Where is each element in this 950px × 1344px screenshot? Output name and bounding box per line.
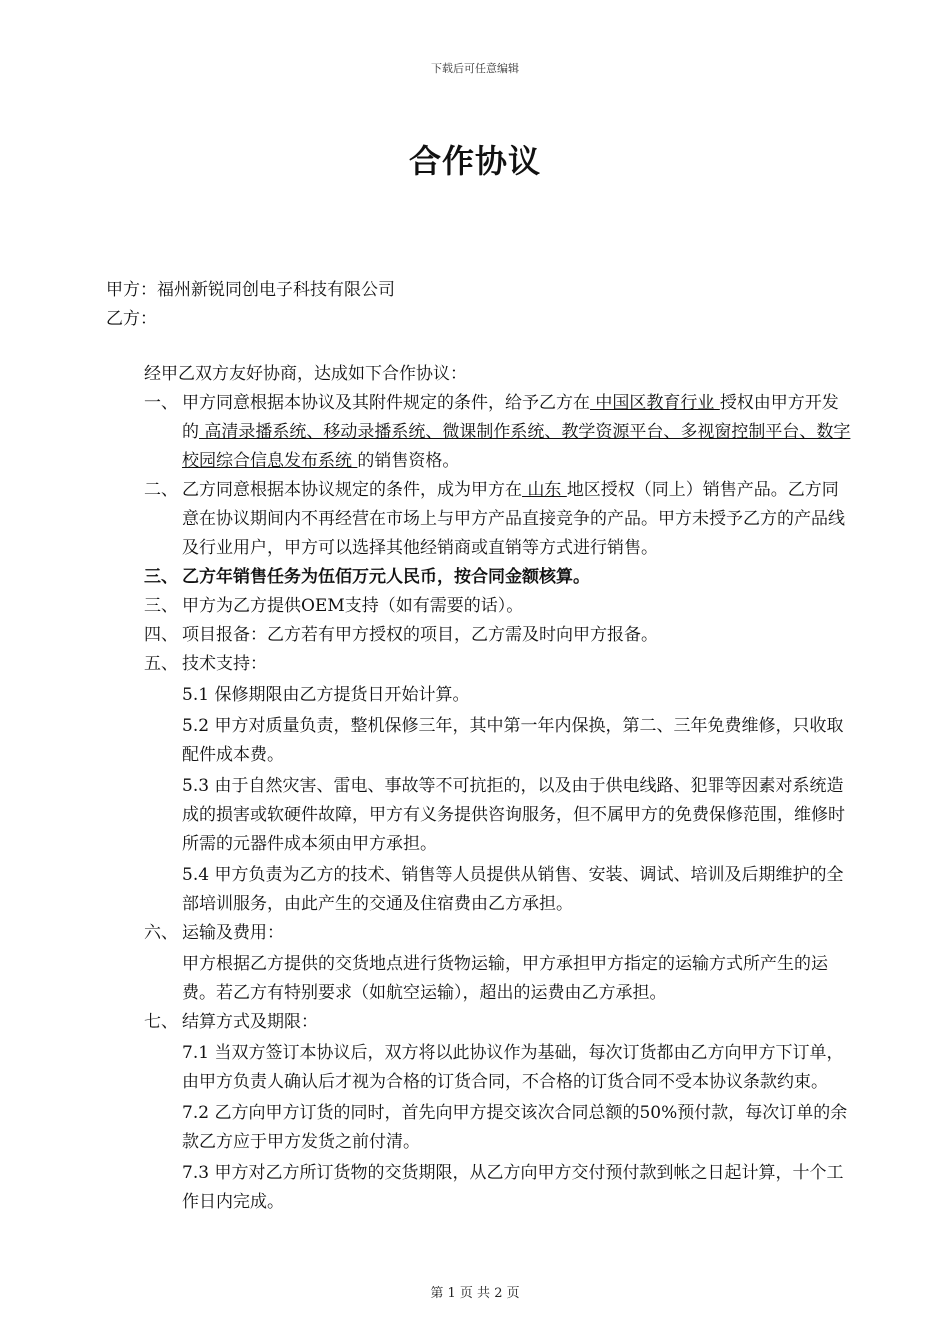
clause-6 <box>106 919 851 948</box>
intro-paragraph: 经甲乙双方友好协商，达成如下合作协议： <box>144 364 467 384</box>
clause-number: 六、 <box>144 923 178 943</box>
sub-clause-5-3: 5.3 由于自然灾害、雷电、事故等不可抗拒的，以及由于供电线路、犯罪等因素对系统造成的损害或软硬件故障，甲方有义务提供咨询服务，但不属甲方的免费保修范围，维修时所需的元器件成本须由甲方承担。 <box>182 776 845 854</box>
clause-3-sales-target <box>106 563 851 592</box>
party-a: 甲方：福州新锐同创电子科技有限公司 <box>106 280 395 300</box>
clause-text: 的销售资格。 <box>357 451 460 471</box>
clause-number: 四、 <box>144 625 178 645</box>
clause-text: 授权由甲方开发的 <box>182 393 839 442</box>
clause-number: 三、 <box>144 596 178 616</box>
sub-clause-7-1: 7.1 当双方签订本协议后，双方将以此协议作为基础，每次订货都由乙方向甲方下订单，由甲方负责人确认后才视为合格的订货合同，不合格的订货合同不受本协议条款约束。 <box>182 1043 844 1092</box>
clause-number: 一、 <box>144 393 178 413</box>
clause-heading: 运输及费用： <box>182 923 284 943</box>
clause-3-oem <box>106 592 851 621</box>
clause-5 <box>106 650 851 679</box>
header-note: 下载后可任意编辑 <box>431 62 519 75</box>
sub-clause-7-2: 7.2 乙方向甲方订货的同时，首先向甲方提交该次合同总额的50%预付款，每次订单的余款乙方应于甲方发货之前付清。 <box>182 1103 848 1152</box>
clause-text: 甲方为乙方提供OEM支持（如有需要的话）。 <box>182 596 524 616</box>
underlined-field: 中国区教育行业 <box>590 393 720 413</box>
clause-number: 五、 <box>144 654 178 674</box>
clause-text: 乙方年销售任务为伍佰万元人民币，按合同金额核算。 <box>182 567 590 587</box>
clause-6-body: 甲方根据乙方提供的交货地点进行货物运输，甲方承担甲方指定的运输方式所产生的运费。若乙方有特别要求（如航空运输），超出的运费由乙方承担。 <box>182 954 828 1003</box>
clause-text: 地区授权（同上）销售产品。乙方同意在协议期间内不再经营在市场上与甲方产品直接竞争的产品。甲方未授予乙方的产品线及行业用户，甲方可以选择其他经销商或直销等方式进行销售。 <box>182 480 845 558</box>
document-body <box>106 276 851 1217</box>
document-title: 合作协议 <box>408 142 541 180</box>
party-b: 乙方： <box>106 309 157 329</box>
clause-text: 乙方同意根据本协议规定的条件，成为甲方在 <box>182 480 522 500</box>
sub-clause-7-3: 7.3 甲方对乙方所订货物的交货期限，从乙方向甲方交付预付款到帐之日起计算，十个工作日内完成。 <box>182 1163 844 1212</box>
clause-text: 甲方同意根据本协议及其附件规定的条件，给予乙方在 <box>182 393 590 413</box>
clause-number: 三、 <box>144 567 178 587</box>
underlined-field: 山东 <box>522 480 567 500</box>
sub-clause-5-2: 5.2 甲方对质量负责，整机保修三年，其中第一年内保换，第二、三年免费维修，只收取配件成本费。 <box>182 716 844 765</box>
underlined-field: 高清录播系统、移动录播系统、微课制作系统、教学资源平台、多视窗控制平台、数字校园综合信息发布系统 <box>182 422 851 471</box>
clause-2 <box>106 476 851 563</box>
page-footer: 第 1 页 共 2 页 <box>430 1286 520 1301</box>
clause-4 <box>106 621 851 650</box>
sub-clause-5-1: 5.1 保修期限由乙方提货日开始计算。 <box>182 685 470 705</box>
clause-number: 七、 <box>144 1012 178 1032</box>
clause-number: 二、 <box>144 480 178 500</box>
clause-7 <box>106 1008 851 1037</box>
clause-text: 项目报备：乙方若有甲方授权的项目，乙方需及时向甲方报备。 <box>182 625 658 645</box>
clause-1 <box>106 389 851 476</box>
clause-heading: 技术支持： <box>182 654 267 674</box>
sub-clause-5-4: 5.4 甲方负责为乙方的技术、销售等人员提供从销售、安装、调试、培训及后期维护的全部培训服务，由此产生的交通及住宿费由乙方承担。 <box>182 865 844 914</box>
clause-heading: 结算方式及期限： <box>182 1012 318 1032</box>
